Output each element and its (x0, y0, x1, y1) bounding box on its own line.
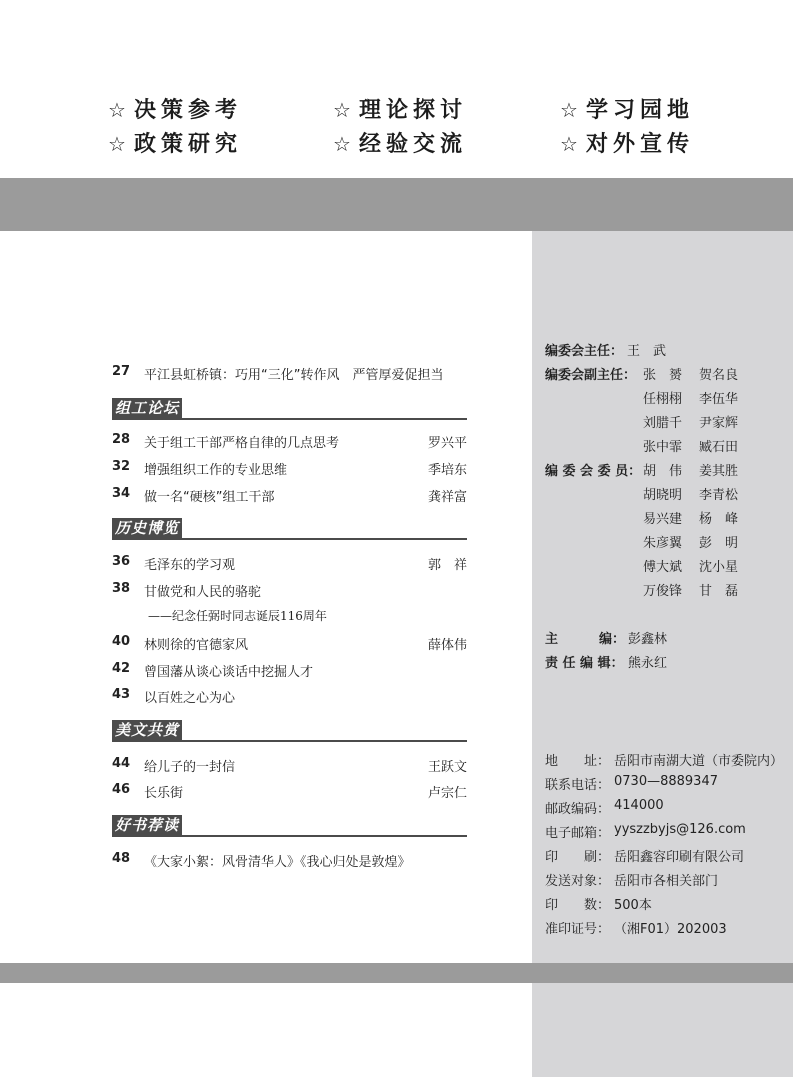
deputy-names (643, 412, 755, 431)
entry-title: 平江县虹桥镇：巧用“三化”转作风 严管厚爱促担当 (144, 368, 444, 383)
column-item (108, 93, 242, 124)
member-names (643, 532, 755, 551)
column-item (560, 93, 694, 124)
star-icon: ☆ (333, 98, 351, 122)
toc-entry[interactable] (112, 756, 467, 776)
section-rule (112, 538, 467, 540)
entry-title: 曾国藩从谈心谈话中挖掘人才 (144, 665, 314, 680)
entry-title: 长乐街 (144, 786, 184, 801)
star-icon: ☆ (333, 132, 351, 156)
entry-title: 甘做党和人民的骆驼 (144, 585, 262, 600)
board-name: 张 赟 (643, 368, 683, 383)
director-label: 编委会主任： (545, 344, 624, 359)
column-item (560, 127, 694, 158)
section-rule (112, 835, 467, 837)
deputy-names (643, 436, 755, 455)
page-number: 46 (112, 782, 131, 797)
toc-entry[interactable] (112, 459, 467, 479)
info-value: 岳阳市南湖大道（市委院内） (614, 754, 784, 769)
masthead-panel-bottom (532, 983, 793, 1077)
info-value: 岳阳鑫容印刷有限公司 (614, 850, 745, 865)
section-label: 历史博览 (112, 518, 182, 538)
info-label: 邮政编码： (545, 802, 611, 817)
column-label: 理论探讨 (358, 98, 467, 123)
members-label: 编 委 会 委 员： (545, 464, 642, 479)
info-label: 地 址： (545, 754, 611, 769)
toc-entry[interactable] (112, 687, 467, 707)
board-name: 张中霏 (643, 440, 683, 455)
info-value: 0730—8889347 (614, 774, 718, 789)
page-number: 27 (112, 364, 131, 379)
resp-editor-name (628, 652, 684, 671)
entry-author: 郭 祥 (427, 558, 467, 573)
board-name: 万俊锋 (643, 584, 683, 599)
page-number: 44 (112, 756, 131, 771)
director-name (627, 340, 683, 359)
section-heading (112, 398, 467, 420)
board-name: 胡晓明 (643, 488, 683, 503)
section-heading (112, 815, 467, 837)
board-name: 沈小星 (699, 560, 739, 575)
section-rule (112, 740, 467, 742)
entry-title: 以百姓之心为心 (144, 691, 236, 706)
column-label: 对外宣传 (585, 132, 694, 157)
entry-title: 给儿子的一封信 (144, 760, 236, 775)
section-label: 好书荐读 (112, 815, 182, 835)
member-names (643, 556, 755, 575)
section-heading (112, 720, 467, 742)
entry-title: 毛泽东的学习观 (144, 558, 236, 573)
star-icon: ☆ (560, 98, 578, 122)
footer-band (0, 963, 793, 983)
info-label: 印 数： (545, 898, 611, 913)
toc-entry[interactable] (112, 851, 467, 871)
column-item (333, 93, 467, 124)
page-number: 48 (112, 851, 131, 866)
page-number: 36 (112, 554, 131, 569)
star-icon: ☆ (108, 98, 126, 122)
page-number: 34 (112, 486, 131, 501)
member-names (643, 580, 755, 599)
resp-editor-label: 责 任 编 辑： (545, 656, 624, 671)
info-value: 414000 (614, 798, 664, 813)
deputy-label: 编委会副主任： (545, 368, 637, 383)
board-name: 甘 磊 (699, 584, 739, 599)
page-number: 32 (112, 459, 131, 474)
entry-title: 增强组织工作的专业思维 (144, 463, 288, 478)
entry-title: 林则徐的官德家风 (144, 638, 249, 653)
column-item (108, 127, 242, 158)
entry-author: 龚祥富 (427, 490, 467, 505)
section-rule (112, 418, 467, 420)
entry-author: 王跃文 (427, 760, 467, 775)
page-number: 28 (112, 432, 131, 447)
board-name: 任栩栩 (643, 392, 683, 407)
column-label: 决策参考 (133, 98, 242, 123)
board-name: 尹家辉 (699, 416, 739, 431)
page-number: 42 (112, 661, 131, 676)
toc-entry[interactable] (112, 661, 467, 681)
entry-title: 关于组工干部严格自律的几点思考 (144, 436, 340, 451)
board-name: 傅大斌 (643, 560, 683, 575)
info-label: 发送对象： (545, 874, 611, 889)
info-label: 准印证号： (545, 922, 611, 937)
board-name: 熊永红 (628, 656, 668, 671)
info-label: 电子邮箱： (545, 826, 611, 841)
toc-entry[interactable] (112, 554, 467, 574)
toc-entry[interactable] (112, 486, 467, 506)
toc-entry[interactable] (112, 432, 467, 452)
star-icon: ☆ (560, 132, 578, 156)
column-label: 经验交流 (358, 132, 467, 157)
column-item (333, 127, 467, 158)
board-name: 彭鑫林 (628, 632, 668, 647)
column-label: 政策研究 (133, 132, 242, 157)
toc-entry[interactable] (112, 364, 467, 384)
info-label: 联系电话： (545, 778, 611, 793)
entry-author: 罗兴平 (427, 436, 467, 451)
board-name: 易兴建 (643, 512, 683, 527)
toc-entry[interactable] (112, 782, 467, 802)
page-number: 40 (112, 634, 131, 649)
board-name: 李伍华 (699, 392, 739, 407)
toc-entry[interactable] (112, 581, 467, 601)
star-icon: ☆ (108, 132, 126, 156)
entry-title: 《大家小絮：风骨清华人》《我心归处是敦煌》 (144, 855, 411, 870)
page-number: 38 (112, 581, 131, 596)
info-value: 岳阳市各相关部门 (614, 874, 719, 889)
board-name: 朱彦翼 (643, 536, 683, 551)
editor-label-b: 编： (599, 632, 626, 647)
deputy-names (643, 364, 755, 383)
info-value: （湘F01）202003 (614, 922, 727, 937)
member-names (643, 508, 755, 527)
board-name: 杨 峰 (699, 512, 739, 527)
entry-author: 薛体伟 (427, 638, 467, 653)
section-label: 美文共赏 (112, 720, 182, 740)
board-name: 刘腊千 (643, 416, 683, 431)
member-names (643, 460, 755, 479)
info-value: 500本 (614, 898, 652, 913)
board-name: 胡 伟 (643, 464, 683, 479)
entry-author: 卢宗仁 (427, 786, 467, 801)
entry-title: 做一名“硬核”组工干部 (144, 490, 275, 505)
board-name: 王 武 (627, 344, 667, 359)
member-names (643, 484, 755, 503)
board-name: 臧石田 (699, 440, 739, 455)
entry-subtitle: ——纪念任弼时同志诞辰116周年 (148, 609, 327, 623)
info-value[interactable]: yyszzbyjs@126.com (614, 822, 746, 837)
editor-label-a: 主 (545, 632, 559, 647)
entry-author: 季培东 (427, 463, 467, 478)
board-name: 姜其胜 (699, 464, 739, 479)
editor-name (628, 628, 684, 647)
deputy-names (643, 388, 755, 407)
board-name: 李青松 (699, 488, 739, 503)
board-name: 贺名良 (699, 368, 739, 383)
page-number: 43 (112, 687, 131, 702)
section-heading (112, 518, 467, 540)
info-label: 印 刷： (545, 850, 611, 865)
header-band (0, 178, 793, 231)
toc-entry[interactable] (112, 634, 467, 654)
board-name: 彭 明 (699, 536, 739, 551)
section-label: 组工论坛 (112, 398, 182, 418)
column-label: 学习园地 (585, 98, 694, 123)
